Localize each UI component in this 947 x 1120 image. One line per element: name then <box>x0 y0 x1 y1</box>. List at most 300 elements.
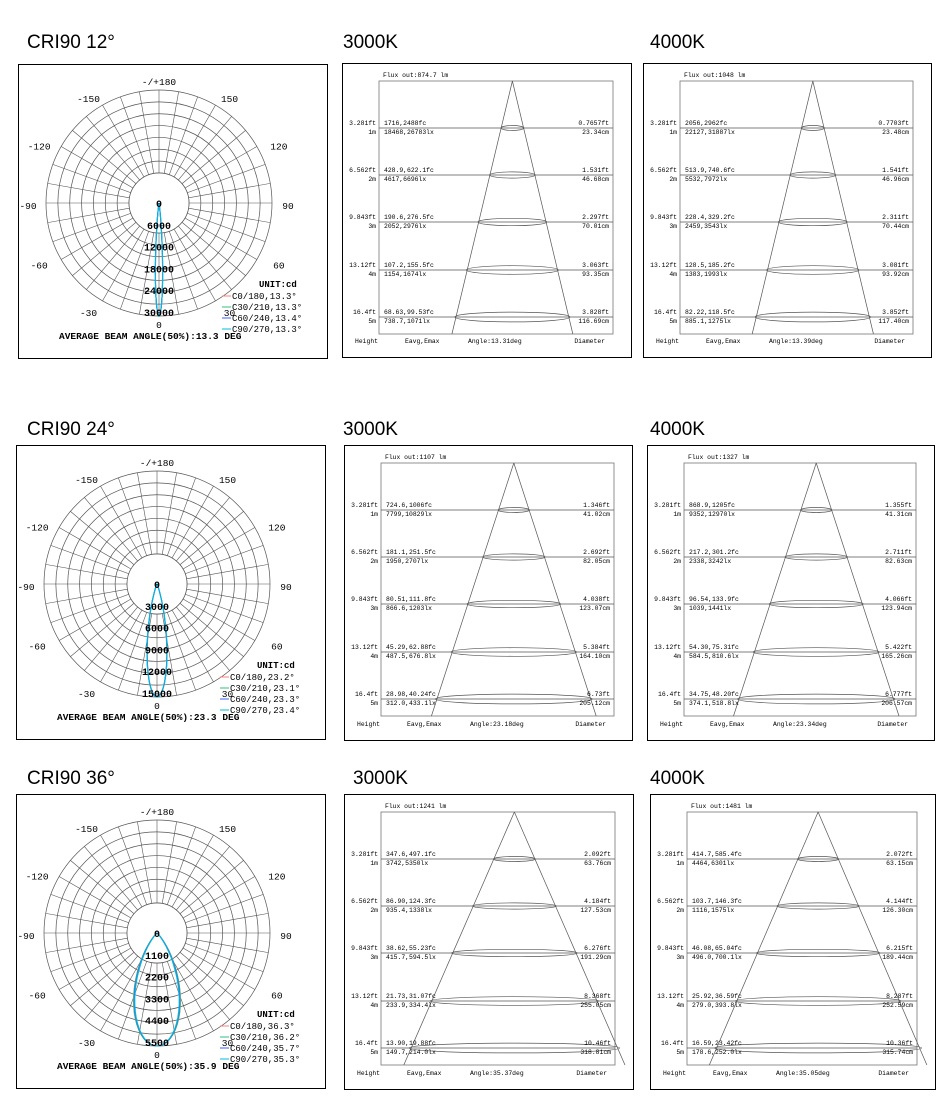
diameter-cm: 123.07cm <box>579 605 610 612</box>
diameter-cm: 23.34cm <box>582 129 609 136</box>
grid-spoke <box>176 846 229 910</box>
illuminance-lx: 22127,31887lx <box>685 129 735 136</box>
diameter-cm: 318.81cm <box>580 1049 611 1056</box>
height-ft: 3.281ft <box>650 120 677 127</box>
grid-spoke <box>185 594 263 622</box>
height-m: 2m <box>368 176 376 183</box>
diameter-ft: 3.852ft <box>882 309 909 316</box>
grid-spoke <box>176 956 229 1020</box>
grid-spoke <box>176 607 229 671</box>
polar-heading-2: CRI90 24° <box>27 419 115 440</box>
illuminance-lx: 233.9,334.4lx <box>386 1002 436 1009</box>
angle-label-r60: 60 <box>271 990 283 1002</box>
radial-tick: 15000 <box>141 690 173 701</box>
diameter-cm: 41.31cm <box>885 511 912 518</box>
diameter-ft: 10.36ft <box>886 1040 913 1047</box>
grid-spoke <box>167 478 195 556</box>
angle-label-top: -/+180 <box>139 807 175 818</box>
angle-label-r150: 150 <box>220 94 239 106</box>
illuminance-fc: 2056,2962fc <box>685 120 728 127</box>
height-m: 1m <box>669 129 677 136</box>
angle-label-l150: -150 <box>77 94 100 106</box>
angle-label-l30: -30 <box>79 307 98 319</box>
height-ft: 16.4ft <box>354 1040 378 1047</box>
height-m: 4m <box>370 1002 378 1009</box>
flux-label: Flux out:874.7 lm <box>383 72 449 79</box>
height-m: 1m <box>370 511 378 518</box>
footer-eavg: Eavg,Emax <box>706 338 741 345</box>
angle-label-r60: 60 <box>271 641 283 653</box>
grid-spoke <box>162 473 176 555</box>
cone-chart-1-4000k <box>643 63 932 358</box>
illuminance-lx: 1039,1441lx <box>689 605 732 612</box>
cone-heading-2-3000k: 3000K <box>343 419 398 440</box>
grid-spoke <box>72 130 136 183</box>
grid-spoke <box>70 603 134 656</box>
angle-label-top: -/+180 <box>139 458 175 469</box>
grid-spoke <box>185 545 263 573</box>
height-ft: 16.4ft <box>653 309 677 316</box>
radial-tick: 2200 <box>144 973 170 985</box>
diameter-cm: 164.10cm <box>579 653 610 660</box>
diameter-cm: 315.74cm <box>882 1049 913 1056</box>
grid-spoke <box>86 226 139 290</box>
grid-spoke <box>167 961 195 1039</box>
radial-tick: 12000 <box>143 243 175 255</box>
angle-label-r90: 90 <box>282 201 294 212</box>
unit-label: UNIT:cd <box>257 1010 295 1020</box>
diameter-cm: 116.69cm <box>578 318 609 325</box>
unit-label: UNIT:cd <box>259 280 297 290</box>
angle-label-l150: -150 <box>75 824 98 836</box>
illuminance-fc: 54.30,75.31fc <box>689 644 739 651</box>
height-m: 5m <box>676 1049 684 1056</box>
radial-tick: 3000 <box>144 602 170 614</box>
footer-diameter: Diameter <box>877 721 908 728</box>
grid-spoke <box>70 511 134 564</box>
grid-spoke <box>84 846 137 910</box>
diameter-cm: 93.35cm <box>582 271 609 278</box>
height-m: 3m <box>368 223 376 230</box>
grid-spoke <box>51 594 129 622</box>
angle-label-l120: -120 <box>27 141 51 153</box>
diameter-ft: 4.144ft <box>886 898 913 905</box>
grid-spoke <box>51 943 129 971</box>
diameter-ft: 2.092ft <box>584 851 611 858</box>
grid-spoke <box>180 860 244 913</box>
diameter-ft: 0.7657ft <box>578 120 609 127</box>
diameter-ft: 3.828ft <box>582 309 609 316</box>
height-ft: 16.4ft <box>657 691 681 698</box>
height-m: 2m <box>669 176 677 183</box>
diameter-cm: 41.02cm <box>583 511 610 518</box>
grid-spoke <box>86 116 139 180</box>
legend-entry-4: C90/270,35.3° <box>230 1055 301 1065</box>
flux-label: Flux out:1481 lm <box>691 803 753 810</box>
illuminance-fc: 28.98,40.24fc <box>386 691 436 698</box>
cone-edge-right <box>813 81 874 334</box>
illuminance-fc: 82.22,118.5fc <box>685 309 735 316</box>
illuminance-lx: 584.5,810.6lx <box>689 653 739 660</box>
height-m: 5m <box>370 1049 378 1056</box>
angle-label-r150: 150 <box>218 475 237 487</box>
legend-entry-3: C60/240,35.7° <box>230 1044 301 1054</box>
diameter-ft: 5.422ft <box>885 644 912 651</box>
height-ft: 6.562ft <box>654 549 681 556</box>
diameter-ft: 2.311ft <box>882 214 909 221</box>
grid-spoke <box>120 97 148 175</box>
diameter-ft: 5.384ft <box>583 644 610 651</box>
polar-svg <box>19 65 327 358</box>
footer-eavg: Eavg,Emax <box>407 1070 442 1077</box>
grid-spoke <box>180 511 244 564</box>
diameter-cm: 70.01cm <box>582 223 609 230</box>
diameter-cm: 255.05cm <box>580 1002 611 1009</box>
footer-diameter: Diameter <box>574 338 605 345</box>
grid-spoke <box>46 913 128 927</box>
height-ft: 13.12ft <box>657 993 684 1000</box>
illuminance-fc: 21.73,31.07fc <box>386 993 436 1000</box>
illuminance-lx: 1154,1674lx <box>384 271 427 278</box>
footer-height: Height <box>355 338 379 345</box>
grid-spoke <box>187 164 265 192</box>
grid-spoke <box>48 183 130 197</box>
height-ft: 3.281ft <box>351 851 378 858</box>
diameter-cm: 23.48cm <box>882 129 909 136</box>
height-m: 2m <box>673 558 681 565</box>
average-beam-label: AVERAGE BEAM ANGLE(50%):23.3 DEG <box>57 712 240 723</box>
height-m: 5m <box>370 700 378 707</box>
height-ft: 6.562ft <box>650 167 677 174</box>
angle-label-l90: -90 <box>17 931 35 942</box>
footer-angle: Angle:35.37deg <box>470 1070 524 1077</box>
illuminance-fc: 96.54,133.9fc <box>689 596 739 603</box>
cone-svg <box>343 64 631 357</box>
illuminance-fc: 68.63,99.53fc <box>384 309 434 316</box>
cone-edge-right <box>512 81 572 334</box>
height-ft: 9.843ft <box>351 596 378 603</box>
diameter-cm: 191.29cm <box>580 954 611 961</box>
illuminance-fc: 45.29,62.88fc <box>386 644 436 651</box>
illuminance-fc: 80.51,111.8fc <box>386 596 436 603</box>
diameter-ft: 1.531ft <box>582 167 609 174</box>
illuminance-fc: 38.62,55.23fc <box>386 945 436 952</box>
illuminance-lx: 374.1,518.8lx <box>689 700 739 707</box>
illuminance-fc: 103.7,146.3fc <box>692 898 742 905</box>
height-m: 1m <box>673 511 681 518</box>
cone-edge-left <box>752 81 813 334</box>
illuminance-fc: 190.6,276.5fc <box>384 214 434 221</box>
average-beam-label: AVERAGE BEAM ANGLE(50%):13.3 DEG <box>59 331 242 342</box>
radial-tick: 3300 <box>144 995 170 1007</box>
diameter-ft: 1.355ft <box>885 502 912 509</box>
illuminance-fc: 513.9,740.6fc <box>685 167 735 174</box>
illuminance-fc: 868.9,1205fc <box>689 502 736 509</box>
flux-label: Flux out:1327 lm <box>688 454 750 461</box>
polar-svg <box>17 795 325 1088</box>
diameter-ft: 4.038ft <box>583 596 610 603</box>
height-m: 1m <box>676 860 684 867</box>
illuminance-fc: 13.90,19.88fc <box>386 1040 436 1047</box>
height-ft: 13.12ft <box>654 644 681 651</box>
illuminance-fc: 1716,2488fc <box>384 120 427 127</box>
illuminance-fc: 128.5,185.2fc <box>685 262 735 269</box>
cone-svg <box>644 64 931 357</box>
grid-spoke <box>84 497 137 561</box>
angle-label-bottom: 0 <box>154 1050 160 1061</box>
grid-spoke <box>137 822 151 904</box>
grid-spoke <box>53 213 131 241</box>
legend-entry-1: C0/180,36.3° <box>230 1022 295 1032</box>
grid-spoke <box>187 564 269 578</box>
grid-spoke <box>187 938 269 952</box>
polar-heading-1: CRI90 12° <box>27 32 115 53</box>
angle-label-l60: -60 <box>28 641 46 653</box>
angle-label-r120: 120 <box>268 871 286 883</box>
cone-frame <box>684 463 916 716</box>
radial-tick: 6000 <box>146 221 172 233</box>
illuminance-lx: 4464,6301lx <box>692 860 735 867</box>
diameter-ft: 6.73ft <box>586 691 610 698</box>
cone-frame <box>379 81 613 334</box>
grid-spoke <box>139 92 153 174</box>
height-m: 5m <box>669 318 677 325</box>
grid-spoke <box>185 894 263 922</box>
cone-heading-3-4000k: 4000K <box>650 768 705 789</box>
height-ft: 9.843ft <box>650 214 677 221</box>
radial-tick: 30000 <box>143 309 175 320</box>
diameter-ft: 3.063ft <box>582 262 609 269</box>
grid-spoke <box>167 827 195 905</box>
height-ft: 3.281ft <box>657 851 684 858</box>
grid-spoke <box>187 589 269 603</box>
grid-spoke <box>51 894 129 922</box>
illuminance-lx: 4617,6696lx <box>384 176 427 183</box>
legend-entry-4: C90/270,23.4° <box>230 706 301 716</box>
radial-tick: 0 <box>153 581 161 592</box>
grid-spoke <box>176 497 229 561</box>
radial-tick: 12000 <box>141 668 173 680</box>
flux-label: Flux out:1107 lm <box>385 454 447 461</box>
height-ft: 16.4ft <box>354 691 378 698</box>
angle-label-l30: -30 <box>77 1037 96 1049</box>
radial-tick: 0 <box>155 200 163 211</box>
cone-frame <box>381 463 614 716</box>
illuminance-lx: 312.0,433.1lx <box>386 700 436 707</box>
angle-label-top: -/+180 <box>141 77 177 88</box>
angle-label-bottom: 0 <box>154 701 160 712</box>
diameter-cm: 126.30cm <box>882 907 913 914</box>
cone-heading-1-3000k: 3000K <box>343 32 398 53</box>
cone-chart-3-4000k <box>650 794 936 1090</box>
footer-eavg: Eavg,Emax <box>405 338 440 345</box>
cone-edge-right <box>816 463 899 716</box>
radial-tick: 1100 <box>144 951 170 963</box>
grid-spoke <box>187 913 269 927</box>
grid-spoke <box>185 943 263 971</box>
cone-svg <box>345 795 633 1089</box>
height-m: 3m <box>370 605 378 612</box>
illuminance-fc: 34.75,48.20fc <box>689 691 739 698</box>
height-ft: 13.12ft <box>351 993 378 1000</box>
grid-spoke <box>84 607 137 671</box>
height-ft: 13.12ft <box>351 644 378 651</box>
grid-spoke <box>118 961 146 1039</box>
illuminance-fc: 107.2,155.5fc <box>384 262 434 269</box>
angle-label-r90: 90 <box>280 931 292 942</box>
grid-spoke <box>164 92 178 174</box>
illuminance-lx: 178.6,252.0lx <box>692 1049 742 1056</box>
illuminance-fc: 86.90,124.3fc <box>386 898 436 905</box>
height-ft: 6.562ft <box>351 898 378 905</box>
legend-entry-3: C60/240,23.3° <box>230 695 301 705</box>
angle-label-l90: -90 <box>19 201 37 212</box>
diameter-ft: 6.215ft <box>886 945 913 952</box>
radial-tick: 18000 <box>143 265 175 277</box>
grid-spoke <box>180 952 244 1005</box>
diameter-cm: 205.12cm <box>579 700 610 707</box>
illuminance-fc: 414.7,585.4fc <box>692 851 742 858</box>
height-m: 2m <box>370 907 378 914</box>
height-ft: 3.281ft <box>351 502 378 509</box>
height-ft: 9.843ft <box>657 945 684 952</box>
illuminance-lx: 5532,7972lx <box>685 176 728 183</box>
grid-spoke <box>46 938 128 952</box>
angle-label-l60: -60 <box>28 990 46 1002</box>
illuminance-fc: 25.92,36.59fc <box>692 993 742 1000</box>
grid-spoke <box>187 213 265 241</box>
illuminance-lx: 487.5,676.8lx <box>386 653 436 660</box>
cone-svg <box>345 446 632 740</box>
polar-chart-2 <box>16 445 326 740</box>
grid-spoke <box>70 860 134 913</box>
illuminance-lx: 738.7,1071lx <box>384 318 431 325</box>
angle-label-l90: -90 <box>17 582 35 593</box>
grid-spoke <box>189 208 271 222</box>
footer-angle: Angle:23.18deg <box>470 721 524 728</box>
diameter-ft: 8.287ft <box>886 993 913 1000</box>
unit-label: UNIT:cd <box>257 661 295 671</box>
angle-label-l120: -120 <box>25 522 49 534</box>
illuminance-lx: 1383,1993lx <box>685 271 728 278</box>
diameter-ft: 8.368ft <box>584 993 611 1000</box>
diameter-cm: 252.59cm <box>882 1002 913 1009</box>
angle-label-r60: 60 <box>273 260 285 272</box>
illuminance-fc: 217.2,301.2fc <box>689 549 739 556</box>
diameter-ft: 10.46ft <box>584 1040 611 1047</box>
height-m: 3m <box>669 223 677 230</box>
angle-label-r90: 90 <box>280 582 292 593</box>
illuminance-fc: 228.4,329.2fc <box>685 214 735 221</box>
illuminance-lx: 2052,2976lx <box>384 223 427 230</box>
height-m: 4m <box>669 271 677 278</box>
diameter-cm: 123.94cm <box>881 605 912 612</box>
footer-height: Height <box>357 721 381 728</box>
angle-label-l30: -30 <box>77 688 96 700</box>
footer-height: Height <box>663 1070 687 1077</box>
footer-angle: Angle:13.31deg <box>468 338 522 345</box>
height-m: 4m <box>676 1002 684 1009</box>
angle-label-r30: 30 <box>221 1037 234 1049</box>
angle-label-l150: -150 <box>75 475 98 487</box>
height-ft: 16.4ft <box>660 1040 684 1047</box>
footer-eavg: Eavg,Emax <box>407 721 442 728</box>
cone-frame <box>680 81 913 334</box>
diameter-cm: 82.05cm <box>583 558 610 565</box>
radial-tick: 24000 <box>143 287 175 299</box>
grid-spoke <box>162 822 176 904</box>
height-m: 4m <box>673 653 681 660</box>
radial-tick: 4400 <box>144 1017 170 1029</box>
angle-label-r30: 30 <box>223 307 236 319</box>
height-m: 4m <box>368 271 376 278</box>
footer-height: Height <box>357 1070 381 1077</box>
illuminance-lx: 18468,26783lx <box>384 129 434 136</box>
grid-spoke <box>70 952 134 1005</box>
legend-entry-3: C60/240,13.4° <box>232 314 303 324</box>
polar-svg <box>17 446 325 739</box>
illuminance-lx: 279.0,393.8lx <box>692 1002 742 1009</box>
radial-tick: 6000 <box>144 624 170 636</box>
illuminance-lx: 1116,1575lx <box>692 907 735 914</box>
diameter-ft: 6.276ft <box>584 945 611 952</box>
radial-tick: 5500 <box>144 1039 170 1050</box>
grid-spoke <box>51 545 129 573</box>
footer-eavg: Eavg,Emax <box>713 1070 748 1077</box>
radial-tick: 0 <box>153 930 161 941</box>
cone-edge-left <box>452 81 512 334</box>
grid-spoke <box>180 603 244 656</box>
diameter-cm: 63.76cm <box>584 860 611 867</box>
diameter-cm: 189.44cm <box>882 954 913 961</box>
polar-chart-1 <box>18 64 328 359</box>
grid-spoke <box>118 827 146 905</box>
diameter-ft: 4.066ft <box>885 596 912 603</box>
radial-tick: 9000 <box>144 646 170 658</box>
cone-edge-right <box>514 463 596 716</box>
diameter-ft: 0.7703ft <box>878 120 909 127</box>
diameter-ft: 4.184ft <box>584 898 611 905</box>
diameter-cm: 165.26cm <box>881 653 912 660</box>
cone-heading-3-3000k: 3000K <box>353 768 408 789</box>
height-ft: 3.281ft <box>654 502 681 509</box>
footer-diameter: Diameter <box>575 721 606 728</box>
height-ft: 13.12ft <box>650 262 677 269</box>
illuminance-lx: 149.7,214.0lx <box>386 1049 436 1056</box>
diameter-ft: 1.541ft <box>882 167 909 174</box>
cone-edge-left <box>431 463 513 716</box>
grid-spoke <box>178 116 231 180</box>
angle-label-bottom: 0 <box>156 320 162 331</box>
height-m: 5m <box>673 700 681 707</box>
footer-angle: Angle:23.34deg <box>773 721 827 728</box>
average-beam-label: AVERAGE BEAM ANGLE(50%):35.9 DEG <box>57 1061 240 1072</box>
cone-chart-2-4000k <box>647 445 935 741</box>
legend-entry-2: C30/210,36.2° <box>230 1033 301 1043</box>
footer-diameter: Diameter <box>576 1070 607 1077</box>
illuminance-lx: 7799,10829lx <box>386 511 433 518</box>
cone-edge-left <box>404 812 515 1065</box>
height-ft: 9.843ft <box>351 945 378 952</box>
illuminance-fc: 46.08,65.04fc <box>692 945 742 952</box>
illuminance-fc: 181.1,251.5fc <box>386 549 436 556</box>
illuminance-lx: 935.4,1338lx <box>386 907 433 914</box>
height-ft: 3.281ft <box>349 120 376 127</box>
illuminance-fc: 724.6,1006fc <box>386 502 433 509</box>
footer-diameter: Diameter <box>874 338 905 345</box>
illuminance-lx: 866.6,1203lx <box>386 605 433 612</box>
grid-spoke <box>46 589 128 603</box>
